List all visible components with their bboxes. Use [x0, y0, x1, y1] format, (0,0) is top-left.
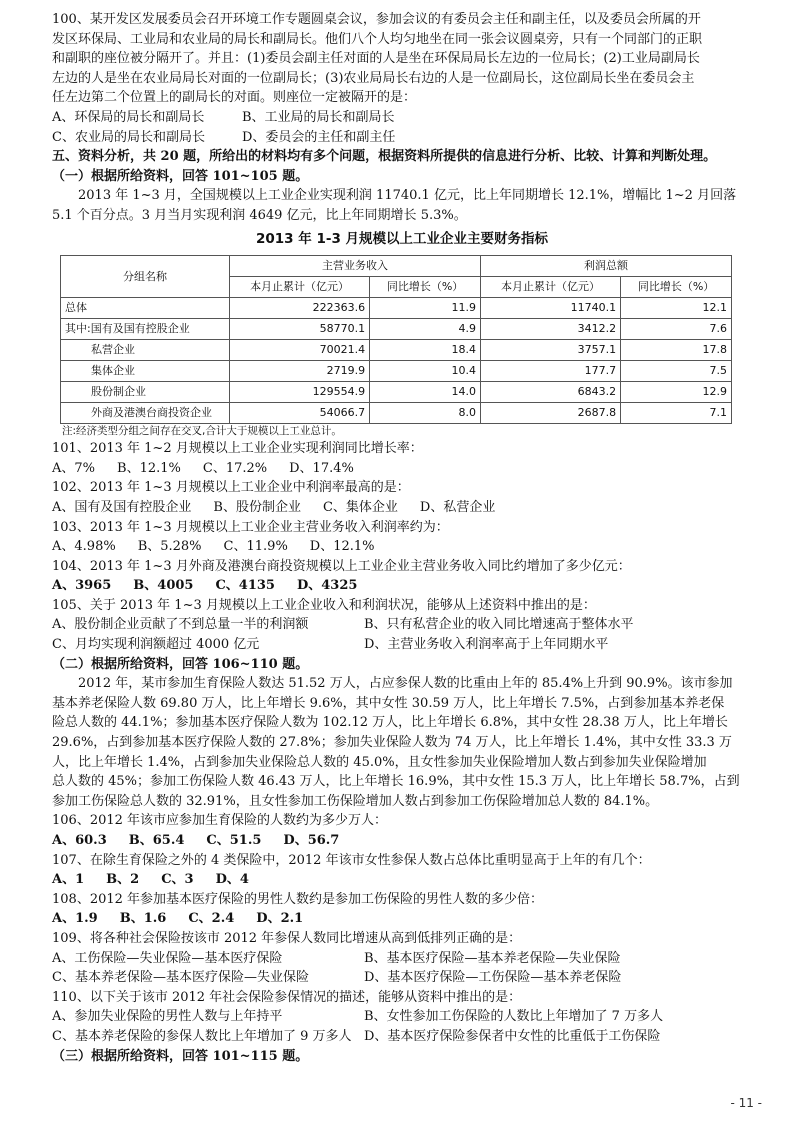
table-cell: 222363.6 [230, 298, 370, 319]
q104-option-d: D、4325 [296, 578, 358, 594]
part-2-intro-line-3: 险总人数的 44.1%；参加基本医疗保险人数为 102.12 万人，比上年增长 6.8%，其中女性 28.38 万人，比上年增长 [52, 715, 728, 731]
question-108-stem: 108、2012 年参加基本医疗保险的男性人数约是参加工伤保险的男性人数的多少倍： [52, 891, 544, 907]
table-cell: 11.9 [370, 298, 481, 319]
table-cell: 7.5 [621, 361, 732, 382]
question-106-stem: 106、2012 年该市应参加生育保险的人数约为多少万人： [52, 813, 388, 829]
table-subheader: 本月止累计（亿元） [230, 277, 370, 298]
table-cell-name: 集体企业 [61, 361, 230, 382]
table-row [61, 319, 732, 340]
section-5-heading: 五、资料分析，共 20 题，所给出的材料均有多个问题，根据资料所提供的信息进行分析、比较、计算和判断处理。 [52, 149, 717, 165]
question-107-stem: 107、在除生育保险之外的 4 类保险中，2012 年该市女性参保人数占总体比重明显高于上年的有几个： [52, 852, 651, 868]
table-subheader: 本月止累计（亿元） [480, 277, 620, 298]
question-104-stem: 104、2013 年 1~3 月外商及港澳台商投资规模以上工业企业主营业务收入同比约增加了多少亿元： [52, 558, 631, 574]
q100-line-4: 左边的人是坐在农业局局长对面的一位副局长；(3)农业局局长右边的人是一位副局长，这位副局长坐在委员会主 [52, 70, 695, 86]
q102-options [52, 498, 752, 518]
part-2-intro-line-4: 29.6%，占到参加基本医疗保险人数的 27.8%；参加失业保险人数为 74 万人，比上年增长 1.4%，其中女性 33.3 万 [52, 735, 732, 751]
q107-option-b: B、2 [106, 872, 140, 888]
q101-option-b: B、12.1% [117, 460, 181, 476]
q100-option-d: D、委员会的主任和副主任 [242, 129, 396, 145]
page-number: - 11 - [730, 1096, 762, 1110]
page-content [52, 10, 752, 1066]
table-cell: 14.0 [370, 382, 481, 403]
q109-options [52, 949, 752, 988]
q101-option-d: D、17.4% [289, 460, 354, 476]
q100-line-5: 任左边第二个位置上的副局长的对面。则座位一定被隔开的是： [52, 90, 417, 106]
q100-option-a: A、环保局的局长和副局长 [52, 109, 205, 125]
q110-option-b: B、女性参加工伤保险的人数比上年增加了 7 万多人 [364, 1009, 664, 1025]
question-102-stem: 102、2013 年 1~3 月规模以上工业企业中利润率最高的是： [52, 480, 410, 496]
table-cell: 10.4 [370, 361, 481, 382]
q108-option-c: C、2.4 [188, 911, 235, 927]
part-1-intro-line-1: 2013 年 1~3 月，全国规模以上工业企业实现利润 11740.1 亿元，比上年同期增长 12.1%，增幅比 1~2 月回落 [78, 188, 737, 204]
q103-options [52, 537, 752, 557]
q107-options [52, 870, 752, 890]
table-cell: 54066.7 [230, 403, 370, 424]
part-1-heading: （一）根据所给资料，回答 101~105 题。 [52, 168, 309, 184]
q104-options [52, 576, 752, 596]
q100-line-2: 发区环保局、工业局和农业局的局长和副局长。他们八个人均匀地坐在同一张会议圆桌旁，只有一个同部门的正职 [52, 31, 703, 47]
q109-option-d: D、基本医疗保险—工伤保险—基本养老保险 [364, 970, 622, 986]
q103-option-c: C、11.9% [223, 539, 288, 555]
table-cell: 7.6 [621, 319, 732, 340]
q100-line-3: 和副职的座位被分隔开了。并且：(1)委员会副主任对面的人是坐在环保局局长左边的一位局长；(2)工业局副局长 [52, 51, 700, 67]
table-cell: 2687.8 [480, 403, 620, 424]
table-row [61, 361, 732, 382]
q100-option-b: B、工业局的局长和副局长 [242, 109, 395, 125]
table-cell: 4.9 [370, 319, 481, 340]
part-3-heading: （三）根据所给资料，回答 101~115 题。 [52, 1048, 309, 1064]
table-cell: 3412.2 [480, 319, 620, 340]
table-cell: 18.4 [370, 340, 481, 361]
table-header-row [61, 256, 732, 277]
q100-line-1: 100、某开发区发展委员会召开环境工作专题圆桌会议，参加会议的有委员会主任和副主任，以及委员会所属的开 [52, 12, 701, 27]
q109-option-a: A、工伤保险—失业保险—基本医疗保险 [52, 950, 283, 966]
part-2-intro-line-1: 2012 年，某市参加生育保险人数达 51.52 万人，占应参保人数的比重由上年的 85.4%上升到 90.9%。该市参加 [78, 676, 733, 692]
table-subheader: 同比增长（%） [621, 277, 732, 298]
q108-options [52, 909, 752, 929]
q104-option-b: B、4005 [133, 578, 194, 594]
q101-option-a: A、7% [52, 460, 96, 476]
q103-option-b: B、5.28% [137, 539, 202, 555]
table-cell: 12.9 [621, 382, 732, 403]
table-cell: 17.8 [621, 340, 732, 361]
q110-option-c: C、基本养老保险的参保人数比上年增加了 9 万多人 [52, 1028, 352, 1044]
question-109-stem: 109、将各种社会保险按该市 2012 年参保人数同比增速从高到低排列正确的是： [52, 930, 522, 946]
q104-option-a: A、3965 [52, 578, 112, 594]
table-cell: 2719.9 [230, 361, 370, 382]
q106-option-d: D、56.7 [283, 833, 340, 848]
table-note: 注:经济类型分组之间存在交叉,合计大于规模以上工业总计。 [62, 425, 342, 438]
q103-option-d: D、12.1% [309, 539, 375, 555]
question-105-stem: 105、关于 2013 年 1~3 月规模以上工业企业收入和利润状况，能够从上述资料中推出的是： [52, 597, 596, 613]
table-cell: 7.1 [621, 403, 732, 424]
q107-option-c: C、3 [161, 872, 194, 888]
q105-option-a: A、股份制企业贡献了不到总量一半的利润额 [52, 617, 309, 633]
q103-option-a: A、4.98% [52, 539, 116, 555]
table-cell: 3757.1 [480, 340, 620, 361]
q106-option-a: A、60.3 [52, 833, 107, 848]
table-cell-name: 其中:国有及国有控股企业 [61, 319, 230, 340]
table-cell: 8.0 [370, 403, 481, 424]
q109-option-b: B、基本医疗保险—基本养老保险—失业保险 [364, 950, 621, 966]
q109-option-c: C、基本养老保险—基本医疗保险—失业保险 [52, 970, 309, 986]
table-row [61, 298, 732, 319]
q105-options [52, 615, 752, 654]
financial-indicators-table [60, 255, 732, 424]
q102-option-d: D、私营企业 [419, 499, 496, 515]
q108-option-d: D、2.1 [256, 911, 304, 927]
q108-option-a: A、1.9 [52, 911, 98, 927]
part-2-intro-line-2: 基本养老保险人数 69.80 万人，比上年增长 9.6%，其中女性 30.59 万人，比上年增长 7.5%，占到参加基本养老保 [52, 695, 725, 711]
q100-options [52, 108, 752, 147]
q105-option-d: D、主营业务收入利润率高于上年同期水平 [364, 637, 609, 653]
table-title: 2013 年 1-3 月规模以上工业企业主要财务指标 [255, 230, 549, 247]
part-2-heading: （二）根据所给资料，回答 106~110 题。 [52, 656, 309, 672]
q104-option-c: C、4135 [215, 578, 275, 594]
part-2-intro-line-5: 人，比上年增长 1.4%，占到参加失业保险总人数的 45.0%，且女性参加失业保险增加人数占到参加失业保险增加 [52, 754, 707, 770]
q107-option-a: A、1 [52, 872, 85, 888]
question-100 [52, 10, 752, 147]
q101-option-c: C、17.2% [202, 460, 268, 476]
q106-option-c: C、51.5 [206, 833, 262, 848]
question-101-stem: 101、2013 年 1~2 月规模以上工业企业实现利润同比增长率： [52, 441, 423, 457]
table-subheader: 同比增长（%） [370, 277, 481, 298]
table-header-group-name: 分组名称 [61, 256, 230, 298]
q102-option-b: B、股份制企业 [213, 499, 301, 515]
part-1-intro-line-2: 5.1 个百分点。3 月当月实现利润 4649 亿元，比上年同期增长 5.3%。 [52, 207, 467, 223]
q108-option-b: B、1.6 [119, 911, 167, 927]
table-cell: 177.7 [480, 361, 620, 382]
q105-option-b: B、只有私营企业的收入同比增速高于整体水平 [364, 617, 634, 633]
table-row [61, 340, 732, 361]
table-cell-name: 总体 [61, 298, 230, 319]
table-cell: 70021.4 [230, 340, 370, 361]
table-cell: 129554.9 [230, 382, 370, 403]
table-cell: 12.1 [621, 298, 732, 319]
q102-option-a: A、国有及国有控股企业 [52, 499, 192, 515]
table-cell: 58770.1 [230, 319, 370, 340]
table-row [61, 403, 732, 424]
q101-options [52, 459, 752, 479]
table-header-profit: 利润总额 [480, 256, 731, 277]
part-2-intro-line-6: 总人数的 45%；参加工伤保险人数 46.43 万人，比上年增长 16.9%，其中女性 15.3 万人，比上年增长 58.7%，占到 [52, 774, 740, 790]
table-cell-name: 股份制企业 [61, 382, 230, 403]
table-cell: 11740.1 [480, 298, 620, 319]
q106-option-b: B、65.4 [128, 833, 185, 848]
part-2-intro-line-7: 参加工伤保险总人数的 32.91%，且女性参加工伤保险增加人数占到参加工伤保险增加总人数的 84.1%。 [52, 793, 659, 809]
table-header-revenue: 主营业务收入 [230, 256, 481, 277]
table-cell: 6843.2 [480, 382, 620, 403]
question-110-stem: 110、以下关于该市 2012 年社会保险参保情况的描述，能够从资料中推出的是： [52, 989, 522, 1005]
q110-option-d: D、基本医疗保险参保者中女性的比重低于工伤保险 [364, 1028, 661, 1044]
question-103-stem: 103、2013 年 1~3 月规模以上工业企业主营业务收入利润率约为： [52, 519, 449, 535]
q110-option-a: A、参加失业保险的男性人数与上年持平 [52, 1009, 283, 1025]
table-cell-name: 私营企业 [61, 340, 230, 361]
q102-option-c: C、集体企业 [322, 499, 398, 515]
q110-options [52, 1007, 752, 1046]
table-cell-name: 外商及港澳台商投资企业 [61, 403, 230, 424]
q100-option-c: C、农业局的局长和副局长 [52, 129, 205, 145]
q106-options [52, 831, 752, 851]
q107-option-d: D、4 [215, 872, 249, 888]
table-row [61, 382, 732, 403]
q105-option-c: C、月均实现利润额超过 4000 亿元 [52, 637, 260, 653]
